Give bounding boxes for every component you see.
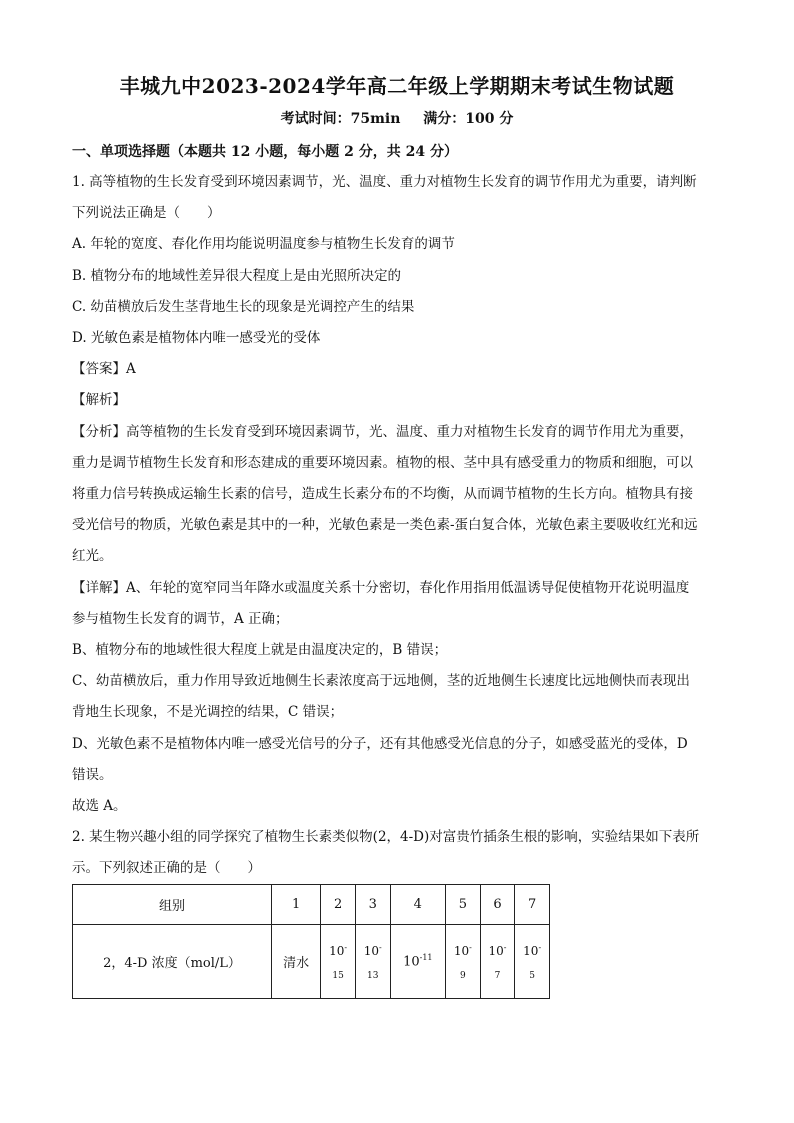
- q1-xiangjie-line5: 背地生长现象，不是光调控的结果，C 错误；: [72, 704, 344, 721]
- section-heading: 一、单项选择题（本题共 12 小题，每小题 2 分，共 24 分）: [72, 144, 458, 160]
- table-header-concentration: 2，4-D 浓度（mol/L）: [73, 925, 272, 999]
- group-cell: 5: [446, 885, 481, 925]
- exp-dash: -: [379, 942, 382, 952]
- q1-option-b: B. 植物分布的地域性差异很大程度上是由光照所决定的: [72, 267, 402, 284]
- exp-dash: -: [503, 942, 507, 952]
- q1-xiangjie-line2: 参与植物生长发育的调节，A 正确；: [72, 610, 289, 627]
- q1-fenxi-line3: 将重力信号转换成运输生长素的信号，造成生长素分布的不均衡，从而调节植物的生长方向。植物具有接: [72, 486, 693, 503]
- answer-value: A: [126, 361, 136, 378]
- xiangjie-label: 【详解】: [72, 579, 126, 596]
- group-cell: 3: [355, 885, 390, 925]
- q2-stem-line1: 2. 某生物兴趣小组的同学探究了植物生长素类似物(2，4-D)对富贵竹插条生根的影响，实验结果如下表所: [72, 829, 700, 846]
- water-cell: 清水: [272, 925, 321, 999]
- group-cell: 2: [321, 885, 356, 925]
- concentration-cell: [446, 925, 481, 999]
- exp-base: 10: [488, 943, 504, 958]
- q1-conclusion: 故选 A。: [72, 798, 127, 815]
- group-cell: 6: [480, 885, 515, 925]
- exp-tail: 9: [460, 970, 466, 981]
- experiment-table: [72, 884, 550, 999]
- exp-tail: 7: [494, 970, 501, 981]
- q1-xiangjie-line4: C、幼苗横放后，重力作用导致近地侧生长素浓度高于远地侧，茎的近地侧生长速度比远地侧快而表现出: [72, 673, 690, 690]
- exp-base: 10: [363, 943, 379, 958]
- group-cell: 7: [515, 885, 550, 925]
- fenxi-text: 高等植物的生长发育受到环境因素调节，光、温度、重力对植物生长发育的调节作用尤为重要，: [126, 423, 693, 440]
- table-header-group: 组别: [73, 885, 272, 925]
- exp-base: 10: [453, 943, 470, 958]
- group-cell: 1: [272, 885, 321, 925]
- q1-option-d: D. 光敏色素是植物体内唯一感受光的受体: [72, 330, 321, 347]
- q1-answer: [72, 354, 724, 385]
- concentration-cell: [390, 925, 446, 999]
- q1-option-c: C. 幼苗横放后发生茎背地生长的现象是光调控产生的结果: [72, 298, 415, 315]
- q1-fenxi-line2: 重力是调节植物生长发育和形态建成的重要环境因素。植物的根、茎中具有感受重力的物质和细胞，可以: [72, 454, 693, 471]
- exp-base: 10: [329, 943, 345, 958]
- q1-option-a: A. 年轮的宽度、春化作用均能说明温度参与植物生长发育的调节: [72, 236, 455, 253]
- q2-stem-line2: 示。下列叙述正确的是（ ）: [72, 860, 261, 877]
- q1-fenxi-line1: [72, 417, 724, 448]
- concentration-cell: [321, 925, 356, 999]
- concentration-cell: [515, 925, 550, 999]
- q1-fenxi-line5: 红光。: [72, 548, 113, 565]
- q1-xiangjie-line7: 错误。: [72, 766, 113, 783]
- question-body: [72, 167, 724, 885]
- group-cell: 4: [390, 885, 446, 925]
- q1-xiangjie-line1: [72, 573, 724, 604]
- page-title: 丰城九中2023-2024学年高二年级上学期期末考试生物试题: [119, 74, 675, 98]
- fenxi-label: 【分析】: [72, 423, 126, 440]
- q1-stem-line1: 1. 高等植物的生长发育受到环境因素调节，光、温度、重力对植物生长发育的调节作用尤为重要，请判断: [72, 174, 697, 190]
- answer-label: 【答案】: [72, 361, 126, 378]
- exp-base: 10: [523, 943, 539, 958]
- exp-dash: -: [538, 942, 542, 952]
- concentration-cell: [480, 925, 515, 999]
- exp-base: 10: [403, 954, 420, 970]
- exp-tail: 15: [332, 970, 344, 981]
- exam-info: [0, 108, 794, 128]
- exp-tail: 13: [366, 970, 379, 981]
- exam-score: 满分：100 分: [423, 111, 514, 127]
- exp-dash: -: [344, 942, 348, 952]
- table-row: [73, 885, 550, 925]
- q1-stem-line2: 下列说法正确是（ ）: [72, 205, 221, 222]
- exp-sup: -11: [419, 953, 433, 963]
- q1-fenxi-line4: 受光信号的物质，光敏色素是其中的一种，光敏色素是一类色素-蛋白复合体，光敏色素主要吸收红光和远: [72, 517, 698, 534]
- exp-dash: -: [469, 942, 472, 952]
- q1-xiangjie-line6: D、光敏色素不是植物体内唯一感受光信号的分子，还有其他感受光信息的分子，如感受蓝光的受体，D: [72, 735, 688, 752]
- xiangjie-text: A、年轮的宽窄同当年降水或温度关系十分密切，春化作用指用低温诱导促使植物开花说明温度: [126, 579, 690, 596]
- exp-tail: 5: [529, 970, 536, 981]
- q1-xiangjie-line3: B、植物分布的地域性很大程度上就是由温度决定的，B 错误；: [72, 642, 448, 659]
- q1-analysis-label: 【解析】: [72, 392, 126, 409]
- table-row: [73, 925, 550, 999]
- concentration-cell: [355, 925, 390, 999]
- exam-time: 考试时间：75min: [280, 111, 401, 127]
